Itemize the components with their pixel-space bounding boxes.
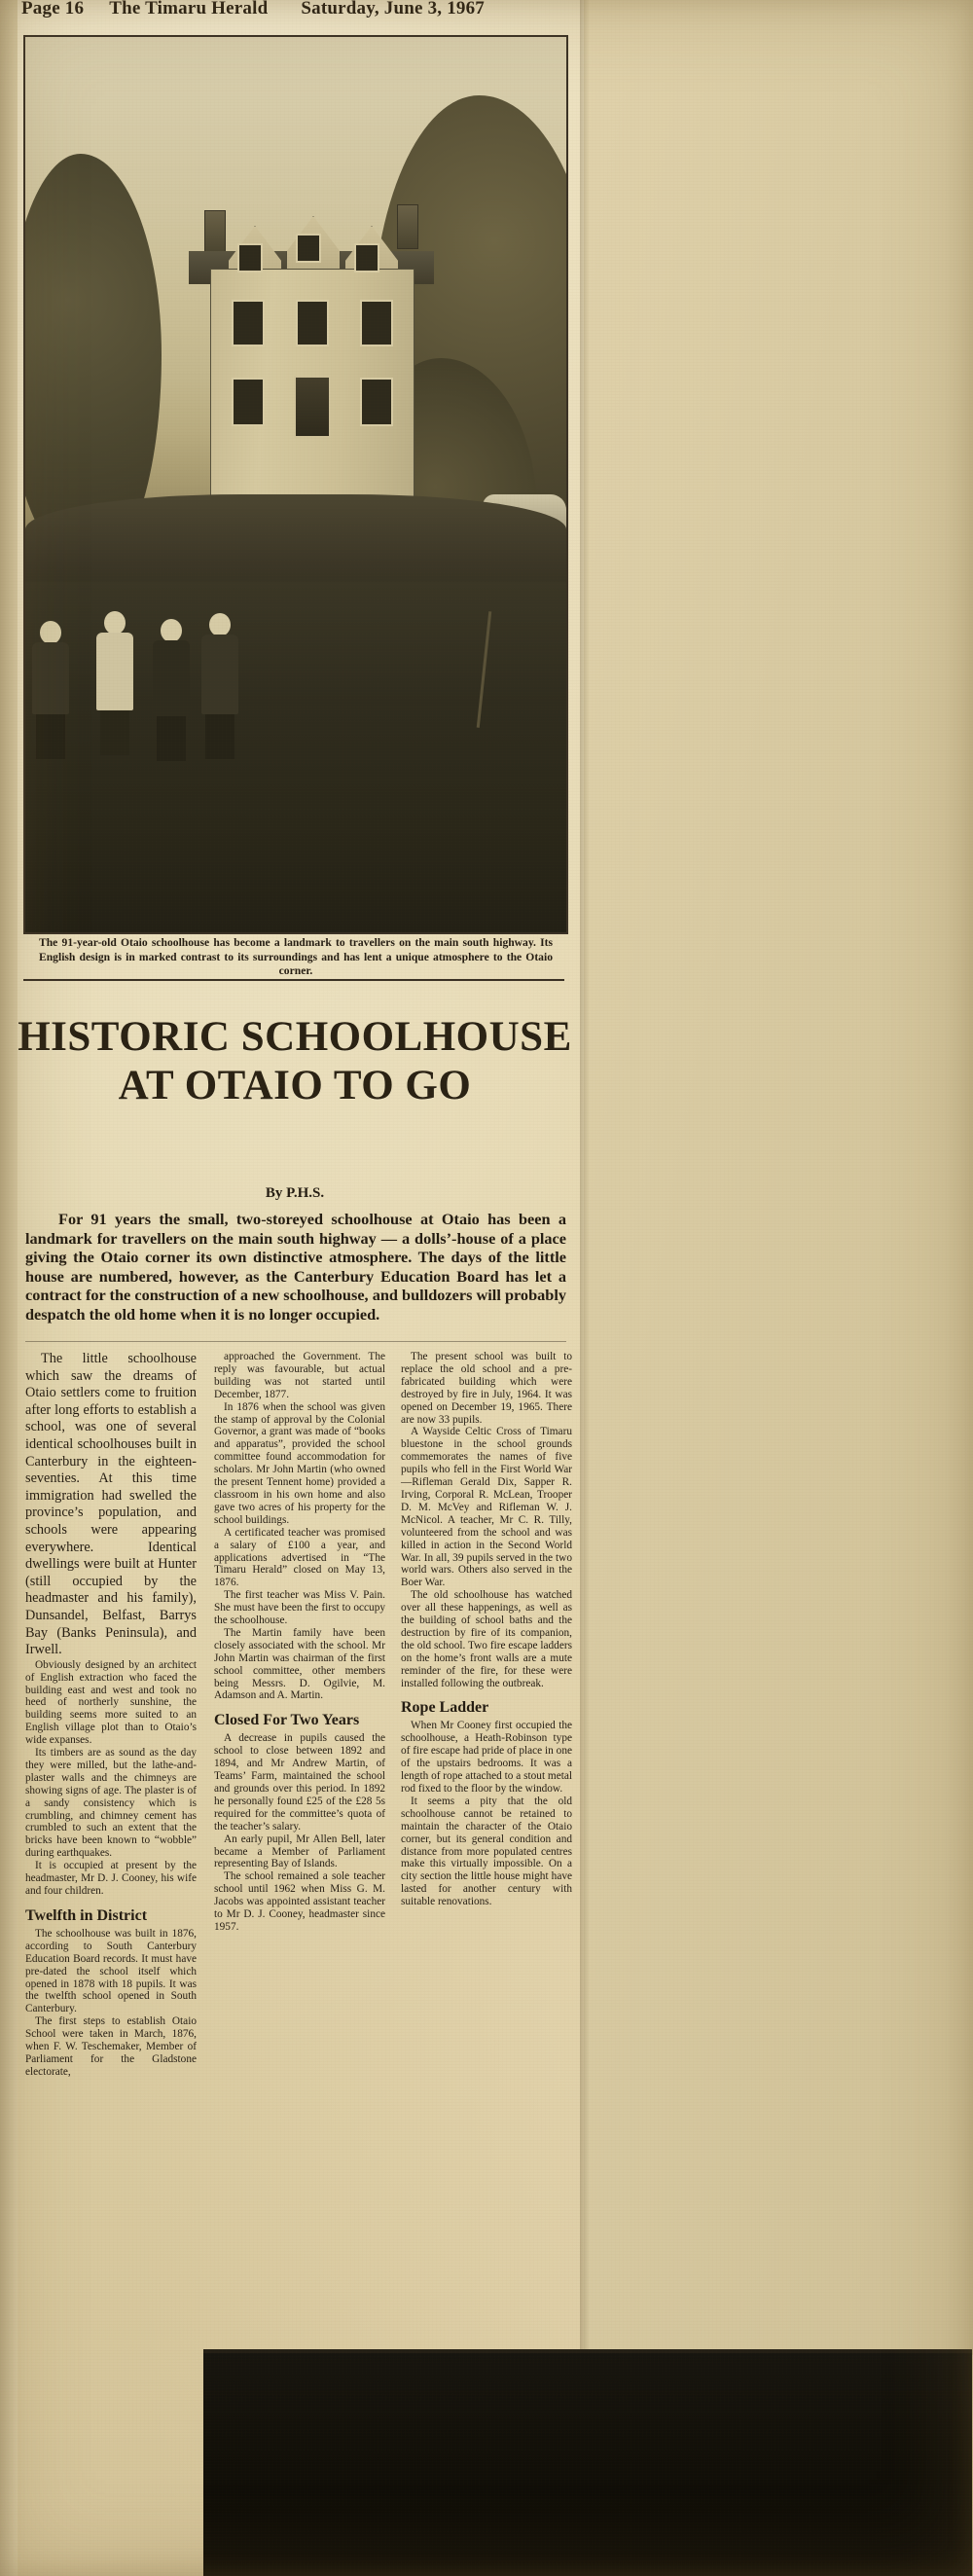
paragraph-group	[25, 1928, 197, 2079]
paragraph-group	[25, 1659, 197, 1898]
front-door	[294, 376, 331, 438]
column-subhead: Twelfth in District	[25, 1906, 148, 1924]
window-dormer-centre	[296, 234, 321, 263]
body-paragraph: When Mr Cooney first occupied the schoolhouse, a Heath-Robinson type of fire escape had pride of place in one of the upstairs bedrooms. It was a length of rope attached to a stout metal rod fixed to the floor by the window.	[401, 1720, 572, 1795]
body-column-2	[214, 1351, 385, 1934]
body-paragraph: The first steps to establish Otaio School were taken in March, 1876, when F. W. Teschemaker, Member of Parliament for the Gladstone electorate,	[25, 2015, 197, 2078]
column-subhead: Rope Ladder	[401, 1699, 489, 1717]
body-column-3	[401, 1351, 572, 1908]
window-dormer-left	[237, 243, 263, 272]
chimney-left	[204, 210, 226, 255]
body-paragraph: An early pupil, Mr Allen Bell, later became a Member of Parliament representing Bay of Islands.	[214, 1832, 385, 1870]
window-dormer-right	[354, 243, 379, 272]
body-paragraph: It is occupied at present by the headmaster, Mr D. J. Cooney, his wife and four children.	[25, 1860, 197, 1897]
paragraph-group	[401, 1720, 572, 1908]
rule-above-columns	[25, 1341, 566, 1342]
body-paragraph: approached the Government. The reply was favourable, but actual building was not started until December, 1877.	[214, 1351, 385, 1400]
body-paragraph: It seems a pity that the old schoolhouse cannot be retained to maintain the character of the Otaio corner, but its general condition and distance from more populated centres make this virtually impossible. On a city section the little house might have lasted for another century with suitable renovations.	[401, 1795, 572, 1908]
body-paragraph: The little schoolhouse which saw the dreams of Otaio settlers come to fruition after long efforts to establish a school, was one of several identical schoolhouses built in Canterbury in the eighteen-seventies. At this time immigration had swelled the province’s population, and schools were appearing everywhere. Identical dwellings were built at Hunter (still occupied by the headmaster and his family), Dunsandel, Belfast, Barrys Bay (Banks Peninsula), and Irwell.	[25, 1351, 197, 1658]
lead-paragraph: For 91 years the small, two-storeyed schoolhouse at Otaio has been a landmark for travellers on the main south highway — a dolls’-house of a place giving the Otaio corner its own distinctive atmosphere. The days of the little house are numbered, however, as the Canterbury Education Board has let a contract for the construction of a new schoolhouse, and bulldozers will probably despatch the old home when it is no longer occupied.	[25, 1210, 566, 1324]
window-upper-centre	[296, 300, 329, 346]
article-byline: By P.H.S.	[265, 1185, 325, 1201]
column-subhead: Closed For Two Years	[214, 1712, 360, 1729]
window-lower-left	[232, 378, 265, 426]
rule-above-headline	[23, 979, 564, 981]
body-paragraph: Obviously designed by an architect of English extraction who faced the building east and west and took no heed of northerly sunshine, the building seems more suited to an English village plot than to Otaio’s wide expanses.	[25, 1658, 197, 1747]
body-paragraph: In 1876 when the school was given the stamp of approval by the Colonial Governor, a grant was made of “books and apparatus”, provided the school committee found accommodation for scholars. Mr John Martin (who owned the present Tennent home) provided a classroom in his own home and also gave two acres of his property for the school buildings.	[214, 1400, 385, 1526]
article-headline	[18, 1013, 572, 1110]
masthead-date: Saturday, June 3, 1967	[301, 0, 485, 18]
masthead	[21, 0, 586, 23]
window-upper-right	[360, 300, 393, 346]
headline-line-2: AT OTAIO TO GO	[118, 1063, 472, 1109]
photo-caption: The 91-year-old Otaio schoolhouse has become a landmark to travellers on the main south highway. Its English design is in marked contrast to its surroundings and has lent a unique atmosphere to the Otaio corner.	[39, 936, 553, 978]
body-column-1	[25, 1351, 197, 2079]
body-paragraph: The old schoolhouse has watched over all these happenings, as well as the building of school baths and the destruction by fire of its companion, the old school. Two fire escape ladders on the home’s front walls are a mute reminder of the fire, for these were installed following the outbreak.	[401, 1589, 572, 1689]
window-lower-right	[360, 378, 393, 426]
photo-image	[25, 37, 566, 932]
schoolhouse-photo	[23, 35, 568, 934]
paragraph-group	[214, 1351, 385, 1702]
body-paragraph: A Wayside Celtic Cross of Timaru bluestone in the school grounds commemorates the names of five pupils who fell in the First World War—Rifleman Gerald Dix, Sapper R. Irving, Corporal R. McLean, Trooper D. M. McVey and Rifleman W. J. McNicol. A teacher, Mr C. R. Tilly, volunteered from the school and was killed in action in the Second World War. In all, 39 pupils served in the two world wars. Others also served in the Boer War.	[401, 1426, 572, 1589]
body-paragraph: The Martin family have been closely associated with the school. Mr John Martin was chairman of the first school committee, other members being Messrs. D. Ogilvie, M. Adamson and A. Martin.	[214, 1626, 385, 1702]
body-paragraph: The present school was built to replace the old school and a pre-fabricated building which were destroyed by fire in July, 1964. It was opened on December 19, 1965. There are now 33 pupils.	[401, 1351, 572, 1426]
masthead-paper-name: The Timaru Herald	[109, 0, 269, 18]
headline-line-1: HISTORIC SCHOOLHOUSE	[18, 1014, 572, 1061]
masthead-page-number: Page 16	[21, 0, 85, 18]
body-paragraph: The first teacher was Miss V. Pain. She must have been the first to occupy the schoolhouse.	[214, 1589, 385, 1627]
body-paragraph: The school remained a sole teacher school until 1962 when Miss G. M. Jacobs was appointed assistant teacher to Mr D. J. Cooney, headmaster since 1957.	[214, 1870, 385, 1933]
bottom-black-block	[203, 2353, 972, 2576]
window-upper-left	[232, 300, 265, 346]
body-paragraph: A decrease in pupils caused the school to close between 1892 and 1894, and Mr Andrew Martin, of Teams’ Farm, maintained the school and grounds over this period. In 1892 he personally found £25 of the £28 5s required for the committee’s quota of the teacher’s salary.	[214, 1732, 385, 1832]
paragraph-group	[401, 1351, 572, 1689]
paragraph-group	[25, 1351, 197, 1659]
body-paragraph: Its timbers are as sound as the day they were milled, but the lathe-and-plaster walls and the chimneys are showing signs of age. The plaster is of a sandy consistency which is crumbling, and chimney cement has crumbled to such an extent that the bricks have been known to “wobble” during earthquakes.	[25, 1747, 197, 1860]
paragraph-group	[214, 1732, 385, 1934]
chimney-right	[397, 204, 418, 249]
body-paragraph: The schoolhouse was built in 1876, according to South Canterbury Education Board records. It must have pre-dated the school itself which opened in 1878 with 18 pupils. It was the twelfth school opened in South Canterbury.	[25, 1927, 197, 2015]
body-paragraph: A certificated teacher was promised a salary of £100 a year, and applications advertised in “The Timaru Herald” closed on May 13, 1876.	[214, 1526, 385, 1589]
